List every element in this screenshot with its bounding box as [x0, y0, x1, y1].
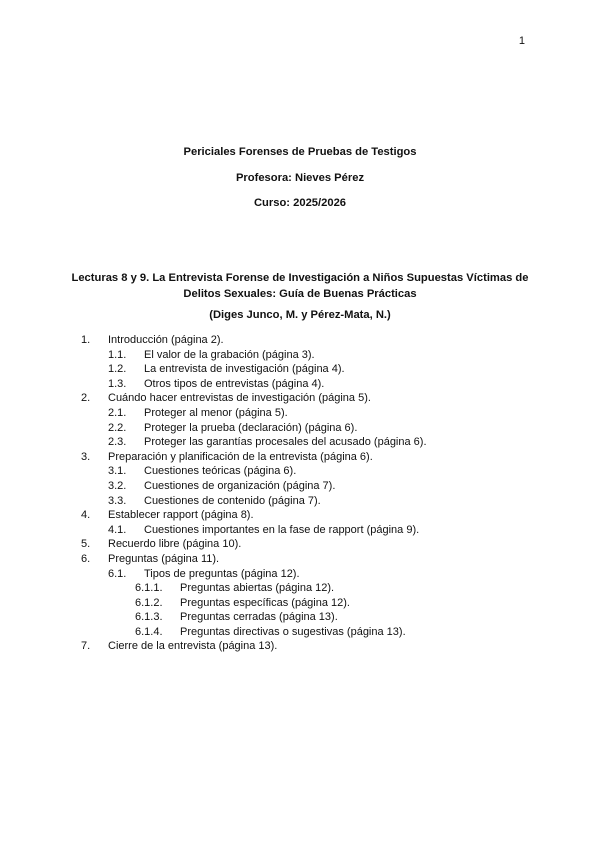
toc-item [0, 333, 600, 348]
toc-item-text: La entrevista de investigación (página 4). [144, 363, 345, 376]
toc-item-number: 6.1.4. [135, 625, 163, 638]
toc-item-text: Otros tipos de entrevistas (página 4). [144, 377, 325, 390]
toc-item-text: Recuerdo libre (página 10). [108, 538, 242, 551]
toc-item-number: 3.2. [108, 479, 127, 492]
toc-item [0, 508, 600, 523]
toc-item [0, 435, 600, 450]
toc-item-text: Preguntas cerradas (página 13). [180, 611, 338, 624]
toc-item-text: Cierre de la entrevista (página 13). [108, 640, 278, 653]
toc-item-number: 6.1.2. [135, 596, 163, 609]
toc-item-text: Preguntas directivas o sugestivas (página 13). [180, 625, 406, 638]
toc-item-number: 6. [81, 552, 91, 565]
toc-item [0, 494, 600, 509]
toc-item-number: 5. [81, 538, 91, 551]
toc-item-number: 3.1. [108, 465, 127, 478]
toc-item [0, 552, 600, 567]
toc-item-number: 7. [81, 640, 91, 653]
toc-item-text: Proteger al menor (página 5). [144, 406, 288, 419]
toc-item-number: 1.3. [108, 377, 127, 390]
toc-item-number: 1.2. [108, 363, 127, 376]
toc-item-text: Cuestiones de contenido (página 7). [144, 494, 321, 507]
toc-item [0, 537, 600, 552]
toc-item [0, 625, 600, 640]
toc-item-text: Cuestiones de organización (página 7). [144, 479, 336, 492]
toc-item [0, 581, 600, 596]
toc-item-number: 6.1.3. [135, 611, 163, 624]
toc-item [0, 348, 600, 363]
toc-item [0, 421, 600, 436]
toc-item [0, 464, 600, 479]
course-title: Periciales Forenses de Pruebas de Testigos [183, 146, 417, 158]
reading-authors: (Diges Junco, M. y Pérez-Mata, N.) [209, 309, 391, 321]
toc-item-text: Cuestiones teóricas (página 6). [144, 465, 297, 478]
toc-item-number: 4.1. [108, 523, 127, 536]
toc-item [0, 479, 600, 494]
toc-item-text: Introducción (página 2). [108, 334, 224, 346]
toc-item [0, 596, 600, 611]
toc-item-text: Preguntas específicas (página 12). [180, 596, 350, 609]
reading-title: Lecturas 8 y 9. La Entrevista Forense de Investigación a Niños Supuestas Víctimas de Delitos Sexuales: Guía de Buenas Prácticas [71, 272, 529, 300]
toc-item [0, 523, 600, 538]
toc-item [0, 567, 600, 582]
toc-item-text: Establecer rapport (página 8). [108, 509, 254, 522]
toc-item-text: Proteger la prueba (declaración) (página 6). [144, 421, 358, 434]
toc-item [0, 450, 600, 465]
toc-item-number: 1. [81, 334, 91, 346]
toc-item-number: 4. [81, 509, 91, 522]
toc-item-number: 3. [81, 450, 91, 463]
toc-item-number: 2.1. [108, 406, 127, 419]
toc-item-number: 6.1.1. [135, 582, 163, 595]
toc-item [0, 377, 600, 392]
toc-item [0, 639, 600, 654]
toc-item [0, 610, 600, 625]
toc-item [0, 362, 600, 377]
table-of-contents [0, 333, 600, 654]
toc-item-text: Cuándo hacer entrevistas de investigación (página 5). [108, 392, 371, 405]
toc-item-number: 1.1. [108, 348, 127, 361]
toc-item-number: 6.1. [108, 567, 127, 580]
toc-item [0, 406, 600, 421]
course-year: Curso: 2025/2026 [253, 197, 347, 209]
toc-item-number: 2. [81, 392, 91, 405]
toc-item-number: 2.2. [108, 421, 127, 434]
toc-item-text: Tipos de preguntas (página 12). [144, 567, 300, 580]
toc-item-text: Cuestiones importantes en la fase de rapport (página 9). [144, 523, 420, 536]
toc-item [0, 391, 600, 406]
toc-item-text: Preparación y planificación de la entrevista (página 6). [108, 450, 373, 463]
toc-item-number: 3.3. [108, 494, 127, 507]
toc-item-number: 2.3. [108, 436, 127, 449]
page-number: 1 [518, 35, 525, 47]
toc-item-text: Preguntas (página 11). [108, 552, 220, 565]
toc-item-text: Preguntas abiertas (página 12). [180, 582, 335, 595]
toc-item-text: Proteger las garantías procesales del acusado (página 6). [144, 436, 427, 449]
professor-line: Profesora: Nieves Pérez [235, 172, 365, 184]
toc-item-text: El valor de la grabación (página 3). [144, 348, 315, 361]
